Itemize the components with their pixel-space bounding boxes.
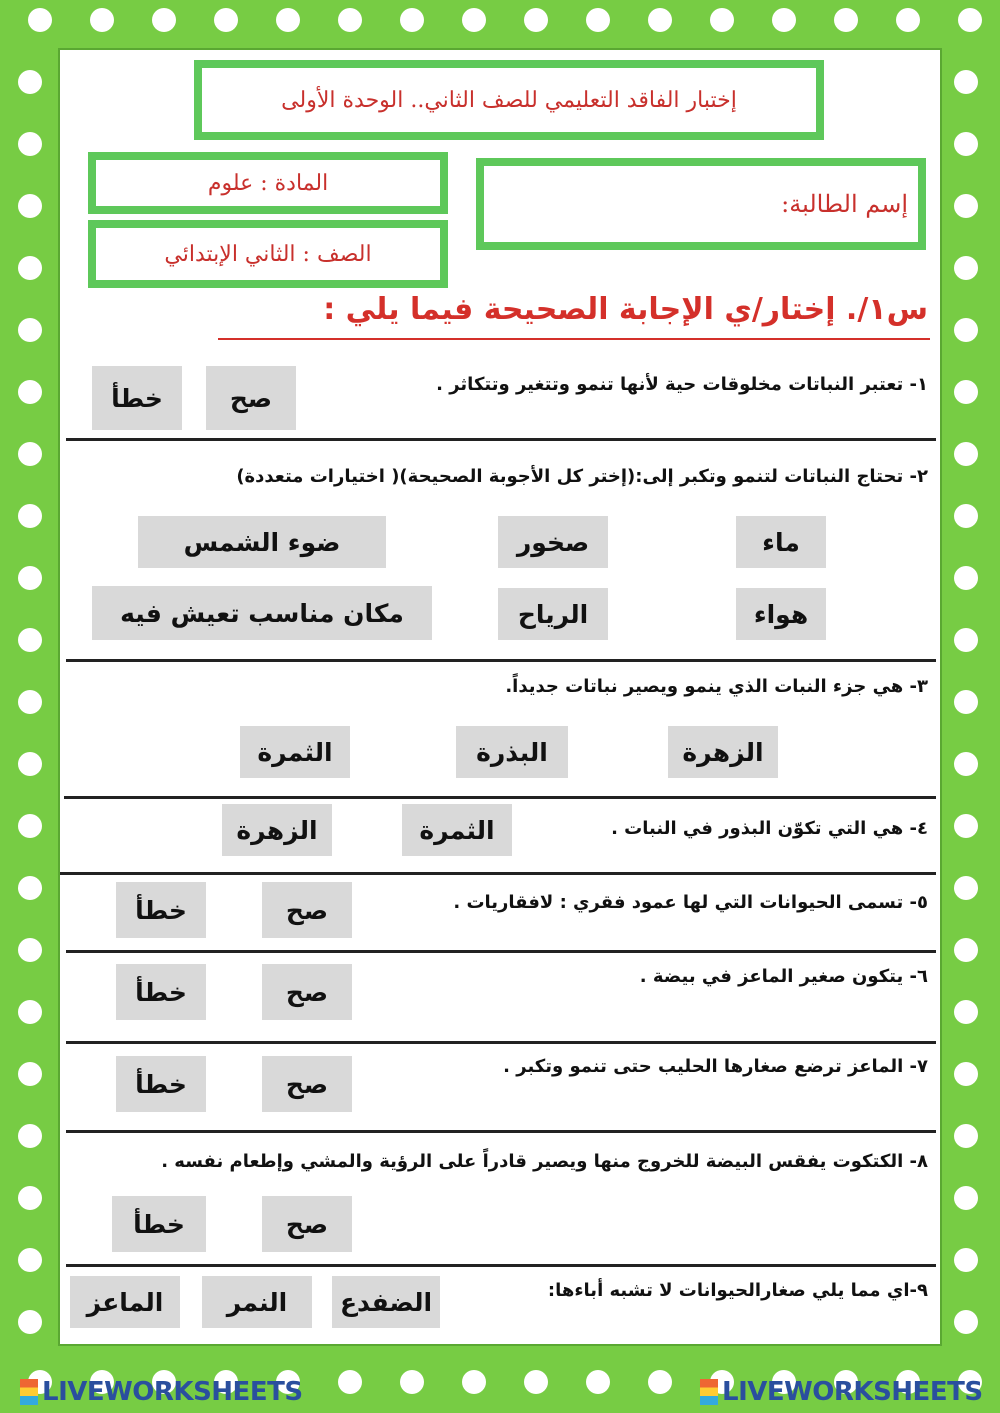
q9-option-frog[interactable]: الضفدع xyxy=(332,1276,440,1328)
section-title: س١/. إختار/ي الإجابة الصحيحة فيما يلي : xyxy=(323,292,928,327)
q1-true-option[interactable]: صح xyxy=(206,366,296,430)
polka-dot xyxy=(954,1124,978,1148)
polka-dot xyxy=(18,1248,42,1272)
q1-false-option[interactable]: خطأ xyxy=(92,366,182,430)
polka-dot xyxy=(524,1370,548,1394)
q3-option-flower[interactable]: الزهرة xyxy=(668,726,778,778)
polka-dot xyxy=(18,380,42,404)
polka-dot xyxy=(18,318,42,342)
q5-true-option[interactable]: صح xyxy=(262,882,352,938)
polka-dot xyxy=(18,1310,42,1334)
polka-dot xyxy=(954,442,978,466)
polka-dot xyxy=(954,132,978,156)
polka-dot xyxy=(18,628,42,652)
polka-dot xyxy=(18,566,42,590)
divider xyxy=(66,1130,936,1133)
polka-dot xyxy=(954,1310,978,1334)
polka-dot xyxy=(954,504,978,528)
q7-false-option[interactable]: خطأ xyxy=(116,1056,206,1112)
student-name-input[interactable] xyxy=(581,189,781,219)
polka-dot xyxy=(18,1186,42,1210)
liveworksheets-logo-right: LIVEWORKSHEETS xyxy=(700,1374,983,1410)
polka-dot xyxy=(954,938,978,962)
polka-dot xyxy=(954,318,978,342)
polka-dot xyxy=(18,814,42,838)
lws-logo-icon xyxy=(20,1379,38,1405)
subject-box xyxy=(88,152,448,214)
polka-dot xyxy=(524,8,548,32)
polka-dot xyxy=(28,8,52,32)
polka-dot xyxy=(954,690,978,714)
polka-dot xyxy=(896,8,920,32)
polka-dot xyxy=(18,876,42,900)
worksheet-title: إختبار الفاقد التعليمي للصف الثاني.. الوحدة الأولى xyxy=(281,87,737,113)
divider xyxy=(66,950,936,953)
question-3: ٣- هي جزء النبات الذي ينمو ويصير نباتات جديداً. xyxy=(505,676,928,697)
polka-dot xyxy=(586,1370,610,1394)
liveworksheets-logo-left: LIVEWORKSHEETS xyxy=(20,1374,303,1410)
polka-dot xyxy=(400,8,424,32)
q2-option-rocks[interactable]: صخور xyxy=(498,516,608,568)
q7-true-option[interactable]: صح xyxy=(262,1056,352,1112)
polka-dot xyxy=(18,194,42,218)
question-4: ٤- هي التي تكوّن البذور في النبات . xyxy=(611,818,928,839)
divider xyxy=(66,1041,936,1044)
polka-dot xyxy=(954,1000,978,1024)
polka-dot xyxy=(954,1186,978,1210)
q2-option-air[interactable]: هواء xyxy=(736,588,826,640)
polka-dot xyxy=(400,1370,424,1394)
polka-dot xyxy=(954,380,978,404)
polka-dot xyxy=(648,1370,672,1394)
polka-dot xyxy=(18,132,42,156)
lws-logo-icon xyxy=(700,1379,718,1405)
polka-dot xyxy=(276,8,300,32)
question-6: ٦- يتكون صغير الماعز في بيضة . xyxy=(639,966,928,987)
q4-option-flower[interactable]: الزهرة xyxy=(222,804,332,856)
q5-false-option[interactable]: خطأ xyxy=(116,882,206,938)
polka-dot xyxy=(18,1062,42,1086)
polka-dot xyxy=(954,1248,978,1272)
question-8: ٨- الكتكوت يفقس البيضة للخروج منها ويصير قادراً على الرؤية والمشي وإطعام نفسه . xyxy=(161,1151,928,1172)
question-2: ٢- تحتاج النباتات لتنمو وتكبر إلى:(إختر كل الأجوبة الصحيحة)( اختيارات متعددة) xyxy=(236,466,928,487)
polka-dot xyxy=(586,8,610,32)
grade-label: الصف : الثاني الإبتدائي xyxy=(164,241,372,267)
polka-dot xyxy=(834,8,858,32)
polka-dot xyxy=(18,256,42,280)
polka-dot xyxy=(954,814,978,838)
polka-dot xyxy=(462,8,486,32)
student-name-label: إسم الطالبة: xyxy=(781,190,908,218)
q3-option-seed[interactable]: البذرة xyxy=(456,726,568,778)
polka-dot xyxy=(338,8,362,32)
polka-dot xyxy=(18,442,42,466)
polka-dot xyxy=(710,8,734,32)
divider xyxy=(64,796,936,799)
q2-option-sunlight[interactable]: ضوء الشمس xyxy=(138,516,386,568)
q8-true-option[interactable]: صح xyxy=(262,1196,352,1252)
grade-box xyxy=(88,220,448,288)
question-1: ١- تعتبر النباتات مخلوقات حية لأنها تنمو وتتغير وتتكاثر . xyxy=(436,374,928,395)
question-5: ٥- تسمى الحيوانات التي لها عمود فقري : لافقاريات . xyxy=(453,892,928,913)
q3-option-fruit[interactable]: الثمرة xyxy=(240,726,350,778)
polka-dot xyxy=(18,1124,42,1148)
polka-dot xyxy=(958,8,982,32)
divider xyxy=(66,1264,936,1267)
polka-dot xyxy=(462,1370,486,1394)
title-box xyxy=(194,60,824,140)
q2-option-water[interactable]: ماء xyxy=(736,516,826,568)
polka-dot xyxy=(954,876,978,900)
q4-option-fruit[interactable]: الثمرة xyxy=(402,804,512,856)
polka-dot xyxy=(18,752,42,776)
divider xyxy=(66,659,936,662)
polka-dot xyxy=(954,1062,978,1086)
student-name-box xyxy=(476,158,926,250)
question-9: ٩-اي مما يلي صغارالحيوانات لا تشبه أباءها: xyxy=(547,1280,928,1301)
polka-dot xyxy=(954,194,978,218)
polka-dot xyxy=(954,628,978,652)
polka-dot xyxy=(18,690,42,714)
polka-dot xyxy=(18,938,42,962)
q9-option-goat[interactable]: الماعز xyxy=(70,1276,180,1328)
polka-dot xyxy=(954,752,978,776)
polka-dot xyxy=(18,1000,42,1024)
polka-dot xyxy=(954,566,978,590)
polka-dot xyxy=(214,8,238,32)
polka-dot xyxy=(648,8,672,32)
polka-dot xyxy=(954,256,978,280)
polka-dot xyxy=(18,70,42,94)
q6-false-option[interactable]: خطأ xyxy=(116,964,206,1020)
section-underline xyxy=(218,338,930,340)
divider xyxy=(60,872,936,875)
q6-true-option[interactable]: صح xyxy=(262,964,352,1020)
subject-label: المادة : علوم xyxy=(207,170,329,196)
polka-dot xyxy=(338,1370,362,1394)
polka-dot xyxy=(954,70,978,94)
q2-option-wind[interactable]: الرياح xyxy=(498,588,608,640)
q9-option-tiger[interactable]: النمر xyxy=(202,1276,312,1328)
polka-dot xyxy=(90,8,114,32)
q2-option-habitat[interactable]: مكان مناسب تعيش فيه xyxy=(92,586,432,640)
question-7: ٧- الماعز ترضع صغارها الحليب حتى تنمو وتكبر . xyxy=(503,1056,928,1077)
q8-false-option[interactable]: خطأ xyxy=(112,1196,206,1252)
polka-dot xyxy=(772,8,796,32)
divider xyxy=(66,438,936,441)
polka-dot xyxy=(152,8,176,32)
polka-dot xyxy=(18,504,42,528)
